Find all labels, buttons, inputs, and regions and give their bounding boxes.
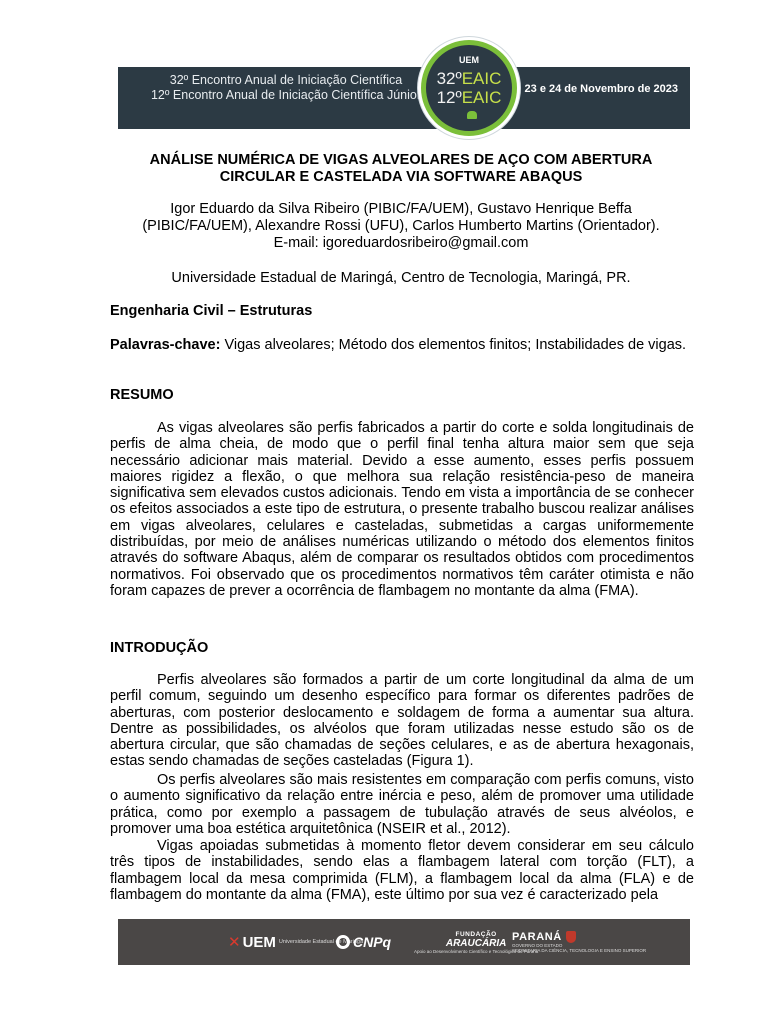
fund-line-2: ARAUCÁRIA xyxy=(445,937,507,949)
intro-paragraph-2: Os perfis alveolares são mais resistentes em comparação com perfis comuns, visto o aumento significativo da relação entre inércia e peso, além de promover uma utilidade prática, como por exemplo a passagem de tubulação através de seus alvéolos, e promover uma boa estética arquitetônica (NSEIR et al., 2012). xyxy=(110,772,694,837)
parana-label: PARANÁ xyxy=(512,931,562,943)
parana-sub-2: SECRETARIA DA CIÊNCIA, TECNOLOGIA E ENSINO SUPERIOR xyxy=(512,948,647,953)
intro-paragraph-1: Perfis alveolares são formados a partir de um corte longitudinal da alma de um perfil comum, seguindo um desenho específico para formar os diferentes padrões de aberturas, com posterior deslocamento e soldagem de forma a aumentar sua altura. Dentre as possibilidades, os alvéolos que foram utilizadas nesse estudo são os de abertura circular, que são chamadas de seções celulares, e as de abertura hexagonais, estas sendo chamadas de seções casteladas (Figura 1). xyxy=(110,672,694,770)
cnpq-ring-icon xyxy=(336,935,350,949)
affiliation: Universidade Estadual de Maringá, Centro de Tecnologia, Maringá, PR. xyxy=(171,270,631,286)
paper-title xyxy=(110,152,692,186)
authors-line-1: Igor Eduardo da Silva Ribeiro (PIBIC/FA/UEM), Gustavo Henrique Beffa xyxy=(170,201,632,217)
seal-line-1-tag: EAIC xyxy=(461,69,502,88)
title-line-1: ANÁLISE NUMÉRICA DE VIGAS ALVEOLARES DE AÇO COM ABERTURA xyxy=(149,152,653,168)
event-dates: 23 e 24 de Novembro de 2023 xyxy=(524,83,678,95)
intro-paragraph-3: Vigas apoiadas submetidas à momento fletor devem considerar em seu cálculo três tipos de instabilidades, sendo elas a flambagem lateral com torção (FLT), a flambagem local da mesa comprimida (FLM), a flambagem local da alma (FLA) e de flambagem do montante da alma (FMA), este último por sua vez é caracterizado pela xyxy=(110,838,694,903)
authors-line-2: (PIBIC/FA/UEM), Alexandre Rossi (UFU), Carlos Humberto Martins (Orientador). xyxy=(142,218,660,234)
uem-sub: Universidade Estadual de Maringá xyxy=(278,939,363,945)
sponsor-footer xyxy=(118,919,690,965)
eaic-seal-logo xyxy=(421,40,517,136)
keywords-text: Vigas alveolares; Método dos elementos finitos; Instabilidades de vigas. xyxy=(224,337,687,353)
seal-org: UEM xyxy=(459,55,479,65)
seal-line-2-num: 12º xyxy=(436,88,462,107)
seal-line-1 xyxy=(426,70,512,87)
parana-government-logo xyxy=(512,919,646,965)
authors-block xyxy=(110,201,692,252)
cnpq-label: CNPq xyxy=(353,934,392,950)
event-names xyxy=(136,73,436,103)
uem-label: UEM xyxy=(242,933,276,951)
resumo-heading: RESUMO xyxy=(110,387,174,403)
event-banner xyxy=(118,67,690,129)
fund-line-3: Apoio ao Desenvolvimento Científico e Tecnológico do Paraná xyxy=(414,948,539,954)
intro-heading: INTRODUÇÃO xyxy=(110,640,209,656)
event-line-2: 12º Encontro Anual de Iniciação Científica Júnior xyxy=(150,88,421,102)
event-line-1: 32º Encontro Anual de Iniciação Científica xyxy=(169,73,403,87)
uem-mark-icon: ✕ xyxy=(228,934,241,951)
seal-leaf-icon xyxy=(467,111,477,119)
cnpq-logo xyxy=(336,919,391,965)
keywords xyxy=(110,337,694,354)
seal-line-2 xyxy=(426,89,512,106)
resumo-paragraph: As vigas alveolares são perfis fabricados a partir do corte e solda longitudinais de perfis de alma cheia, de modo que o perfil final tenha altura maior sem que seja necessário adicionar mais material. Devido a esse aumento, esses perfis possuem maiores rigidez a flexão, o que melhora sua relação resistência-peso de maneira significativa sem elevados custos adicionais. Tendo em vista a importância de se conhecer os efeitos associados a este tipo de estrutura, o presente trabalho buscou realizar análises em vigas alveolares, celulares e casteladas, submetidas a cargas uniformemente distribuídas, por meio de análises numéricas utilizando o método dos elementos finitos através do software Abaqus, além de comparar os resultados obtidos com procedimentos normativos. Foi observado que os procedimentos normativos têm caráter otimista e não foram capazes de prever a ocorrência de flambagem no montante da alma (FMA). xyxy=(110,420,694,599)
seal-line-1-num: 32º xyxy=(436,69,462,88)
fund-line-1: FUNDAÇÃO xyxy=(455,930,497,938)
author-email: E-mail: igoreduardosribeiro@gmail.com xyxy=(273,235,529,251)
parana-sub-1: GOVERNO DO ESTADO xyxy=(512,943,563,948)
keywords-label: Palavras-chave: xyxy=(110,337,221,353)
parana-crest-icon xyxy=(566,931,576,943)
research-area: Engenharia Civil – Estruturas xyxy=(110,303,313,319)
title-line-2: CIRCULAR E CASTELADA VIA SOFTWARE ABAQUS xyxy=(219,169,583,185)
seal-line-2-tag: EAIC xyxy=(461,88,502,107)
